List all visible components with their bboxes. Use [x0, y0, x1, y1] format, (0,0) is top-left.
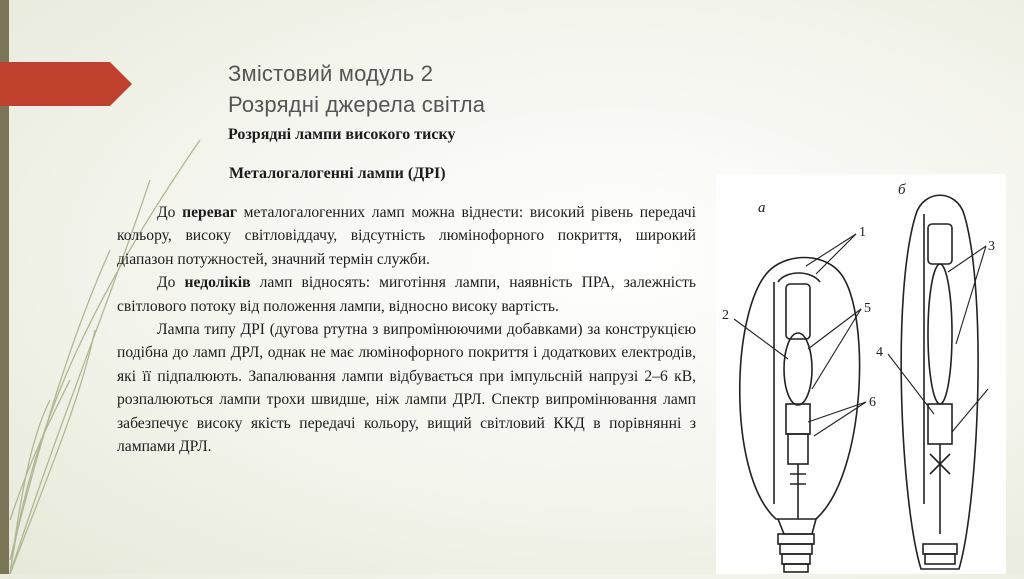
- callout-4: 4: [876, 345, 883, 360]
- p1-bold: переваг: [182, 204, 237, 221]
- callout-1: 1: [859, 225, 866, 240]
- paragraph-dri-description: Лампа типу ДРІ (дугова ртутна з випромінюючими добавками) за конструкцією подібна до ламп ДРЛ, однак не має люмінофорного покриття і додаткових електродів, які її підпалюють. Запалювання лампи відбувається при імпульсній напрузі 2–6 кВ, розпалюються лампи трохи швидше, ніж лампи ДРЛ. Спектр випромінювання ламп забезпечує високу якість передачі кольору, вищий світловий ККД в порівнянні з лампами ДРЛ.: [117, 321, 696, 456]
- body-text: [117, 201, 696, 458]
- title-line-1: Змістовий модуль 2: [228, 61, 434, 86]
- lamp-a-bulb: [740, 258, 860, 519]
- callout-2: 2: [722, 308, 729, 323]
- label-b: б: [898, 182, 906, 198]
- paragraph-advantages: [117, 201, 696, 271]
- slide-title: [228, 58, 485, 120]
- p2-bold: недоліків: [184, 274, 251, 292]
- p1-text: металогалогенних ламп можна віднести: високий рівень передачі кольору, високу світловіддачу, відсутність люмінофорного покриття, широкий діапазон потужностей, значний термін служби.: [117, 204, 696, 268]
- label-a: а: [758, 200, 766, 216]
- callout-3: 3: [988, 239, 995, 254]
- p1-prefix: До: [157, 204, 183, 221]
- section-heading: Металогалогенні лампи (ДРІ): [229, 165, 446, 182]
- lamp-drawing: [716, 174, 1006, 574]
- paragraph-disadvantages: [117, 271, 696, 318]
- lamp-diagram: [716, 174, 1006, 574]
- p2-text: ламп відносять: миготіння лампи, наявність ПРА, залежність світлового потоку від положення лампи, відносно високу вартість.: [117, 274, 696, 315]
- slide-subtitle: Розрядні лампи високого тиску: [228, 126, 456, 143]
- callout-6: 6: [869, 395, 876, 410]
- p2-prefix: До: [157, 274, 185, 292]
- title-ribbon: [0, 62, 135, 106]
- callout-5: 5: [864, 301, 871, 316]
- title-line-2: Розрядні джерела світла: [228, 92, 486, 117]
